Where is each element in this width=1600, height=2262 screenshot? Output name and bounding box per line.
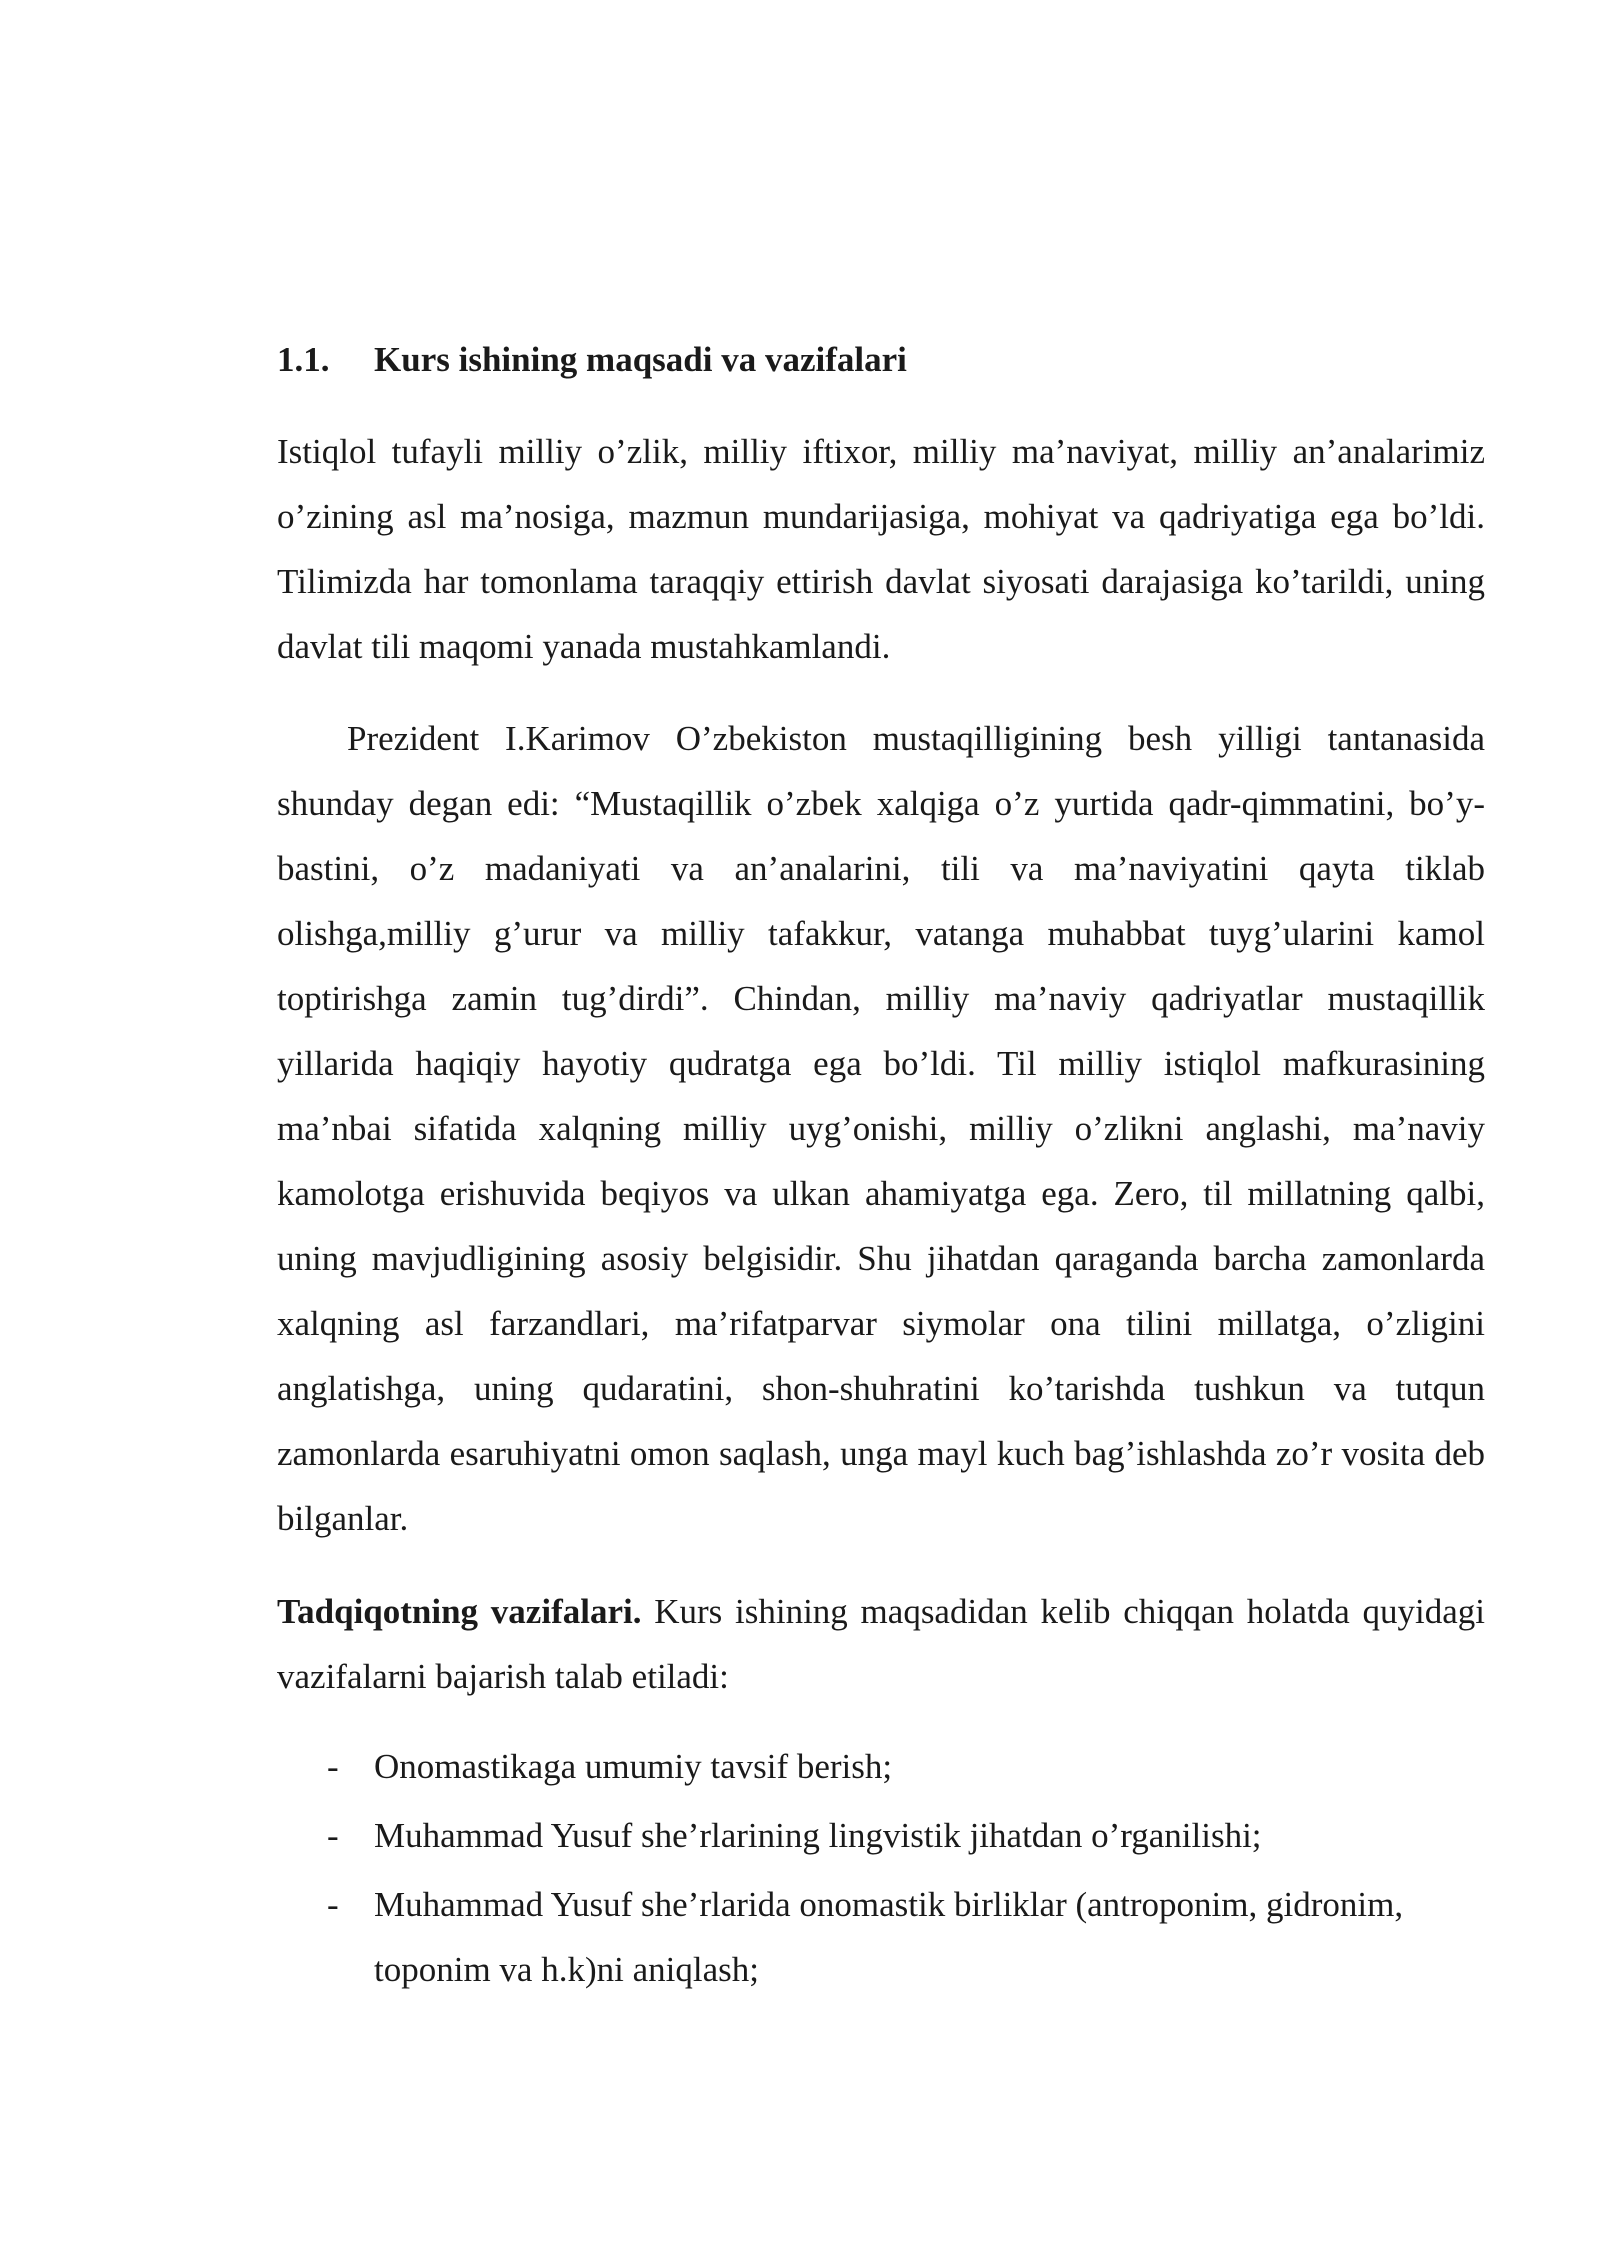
research-tasks-label: Tadqiqotning vazifalari. xyxy=(277,1592,642,1631)
research-tasks-text: Kurs ishining maqsadidan kelib chiqqan holatda quyidagi vazifalarni bajarish talab etiladi: xyxy=(277,1592,1485,1696)
paragraph-research-tasks xyxy=(277,1579,1485,1709)
list-item xyxy=(277,1872,1485,2002)
document-page xyxy=(277,0,1485,2262)
list-item xyxy=(277,1734,1485,1799)
list-bullet: - xyxy=(327,1747,339,1786)
paragraph-president-quote: Prezident I.Karimov O’zbekiston mustaqilligining besh yilligi tantanasida shunday degan edi: “Mustaqillik o’zbek xalqiga o’z yurtida qadr-qimmatini, bo’y-bastini, o’z madaniyati va an’analarini, tili va ma’naviyatini qayta tiklab olishga,milliy g’urur va milliy tafakkur, vatanga muhabbat tuyg’ularini kamol toptirishga zamin tug’dirdi”. Chindan, milliy ma’naviy qadriyatlar mustaqillik yillarida haqiqiy hayotiy qudratga ega bo’ldi. Til milliy istiqlol mafkurasining ma’nbai sifatida xalqning milliy uyg’onishi, milliy o’zlikni anglashi, ma’naviy kamolotga erishuvida beqiyos va ulkan ahamiyatga ega. Zero, til millatning qalbi, uning mavjudligining asosiy belgisidir. Shu jihatdan qaraganda barcha zamonlarda xalqning asl farzandlari, ma’rifatparvar siymolar ona tilini millatga, o’zligini anglatishga, uning qudaratini, shon-shuhratini ko’tarishda tushkun va tutqun zamonlarda esaruhiyatni omon saqlash, unga mayl kuch bag’ishlashda zo’r vosita deb bilganlar. xyxy=(277,719,1485,1538)
list-bullet: - xyxy=(327,1885,339,1924)
tasks-list xyxy=(277,1734,1485,2006)
section-heading xyxy=(277,338,907,382)
paragraph-intro: Istiqlol tufayli milliy o’zlik, milliy iftixor, milliy ma’naviyat, milliy an’analarimiz o’zining asl ma’nosiga, mazmun mundarijasiga, mohiyat va qadriyatiga ega bo’ldi. Tilimizda har tomonlama taraqqiy ettirish davlat siyosati darajasiga ko’tarildi, uning davlat tili maqomi yanada mustahkamlandi. xyxy=(277,432,1485,666)
list-item xyxy=(277,1803,1485,1868)
list-item-text: Onomastikaga umumiy tavsif berish; xyxy=(374,1747,893,1786)
section-title: Kurs ishining maqsadi va vazifalari xyxy=(374,340,907,379)
list-item-text: Muhammad Yusuf she’rlarida onomastik birliklar (antroponim, gidronim, toponim va h.k)ni aniqlash; xyxy=(374,1885,1404,1989)
list-bullet: - xyxy=(327,1816,339,1855)
section-number: 1.1. xyxy=(277,340,330,379)
list-item-text: Muhammad Yusuf she’rlarining lingvistik jihatdan o’rganilishi; xyxy=(374,1816,1262,1855)
